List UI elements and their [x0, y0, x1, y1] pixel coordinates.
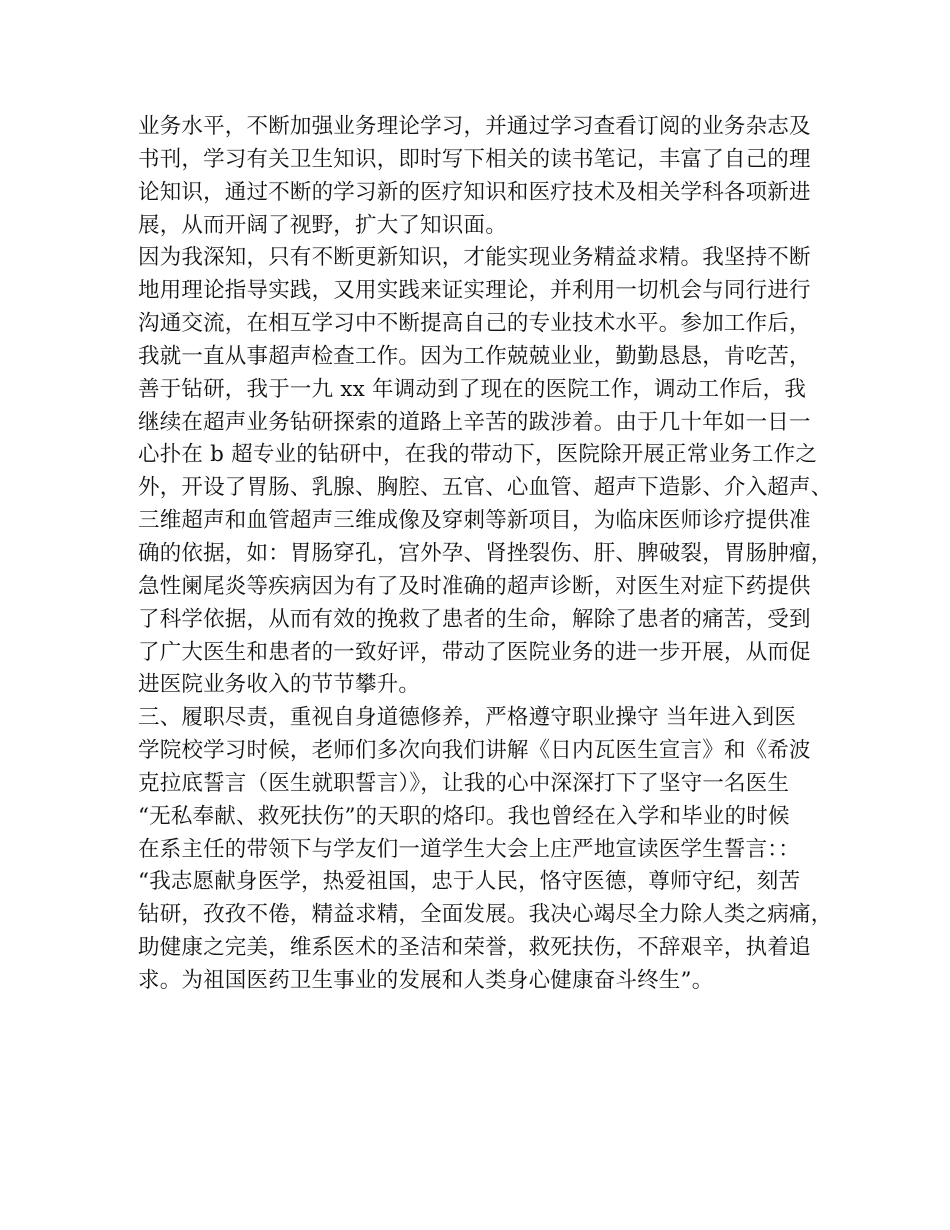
- text-line: 继续在超声业务钻研探索的道路上辛苦的跋涉着。由于几十年如一日一: [138, 409, 811, 435]
- text-line: 确的依据，如：胃肠穿孔，宫外孕、肾挫裂伤、肝、脾破裂，胃肠肿瘤，: [138, 540, 833, 566]
- text-line: 心扑在 b 超专业的钻研中，在我的带动下，医院除开展正常业务工作之: [138, 442, 818, 468]
- text-line: 进医院业务收入的节节攀升。: [138, 672, 421, 698]
- text-line: 我就一直从事超声检查工作。因为工作兢兢业业，勤勤恳恳，肯吃苦，: [138, 343, 811, 369]
- text-line: 善于钻研，我于一九 xx 年调动到了现在的医院工作，调动工作后，我: [138, 376, 807, 402]
- text-line: 克拉底誓言（医生就职誓言）》，让我的心中深深打下了坚守一名医生: [138, 770, 790, 796]
- text-line: 求。为祖国医药卫生事业的发展和人类身心健康奋斗终生”。: [138, 967, 714, 993]
- document-body: [138, 111, 833, 998]
- text-line: 了广大医生和患者的一致好评，带动了医院业务的进一步开展，从而促: [138, 639, 811, 665]
- text-line: “我志愿献身医学，热爱祖国，忠于人民，恪守医德，尊师守纪，刻苦: [138, 869, 801, 895]
- text-line: “无私奉献、救死扶伤”的天职的烙印。我也曾经在入学和毕业的时候: [138, 803, 790, 829]
- text-line: 钻研，孜孜不倦，精益求精，全面发展。我决心竭尽全力除人类之病痛，: [138, 902, 833, 928]
- text-line: 论知识，通过不断的学习新的医疗知识和医疗技术及相关学科各项新进: [138, 179, 811, 205]
- text-line: 因为我深知，只有不断更新知识，才能实现业务精益求精。我坚持不断: [138, 245, 811, 271]
- text-line: 了科学依据，从而有效的挽救了患者的生命，解除了患者的痛苦，受到: [138, 606, 811, 632]
- text-line: 沟通交流，在相互学习中不断提高自己的专业技术水平。参加工作后，: [138, 311, 811, 337]
- text-line: 三维超声和血管超声三维成像及穿刺等新项目，为临床医师诊疗提供准: [138, 508, 811, 534]
- text-line: 业务水平，不断加强业务理论学习，并通过学习查看订阅的业务杂志及: [138, 114, 811, 139]
- text-line: 在系主任的带领下与学友们一道学生大会上庄严地宣读医学生誓言：：: [138, 836, 800, 862]
- text-line: 助健康之完美，维系医术的圣洁和荣誉，救死扶伤，不辞艰辛，执着追: [138, 935, 811, 961]
- text-line: 书刊，学习有关卫生知识，即时写下相关的读书笔记，丰富了自己的理: [138, 146, 811, 172]
- text-line: 学院校学习时候，老师们多次向我们讲解《日内瓦医生宣言》和《希波: [138, 738, 811, 764]
- text-line: 展，从而开阔了视野，扩大了知识面。: [138, 212, 507, 238]
- text-line: 三、履职尽责，重视自身道德修养，严格遵守职业操守 当年进入到医: [138, 705, 797, 731]
- text-line: 外，开设了胃肠、乳腺、胸腔、五官、心血管、超声下造影、介入超声、: [138, 475, 833, 501]
- text-line: 急性阑尾炎等疾病因为有了及时准确的超声诊断，对医生对症下药提供: [138, 573, 811, 599]
- text-line: 地用理论指导实践，又用实践来证实理论，并利用一切机会与同行进行: [138, 278, 811, 304]
